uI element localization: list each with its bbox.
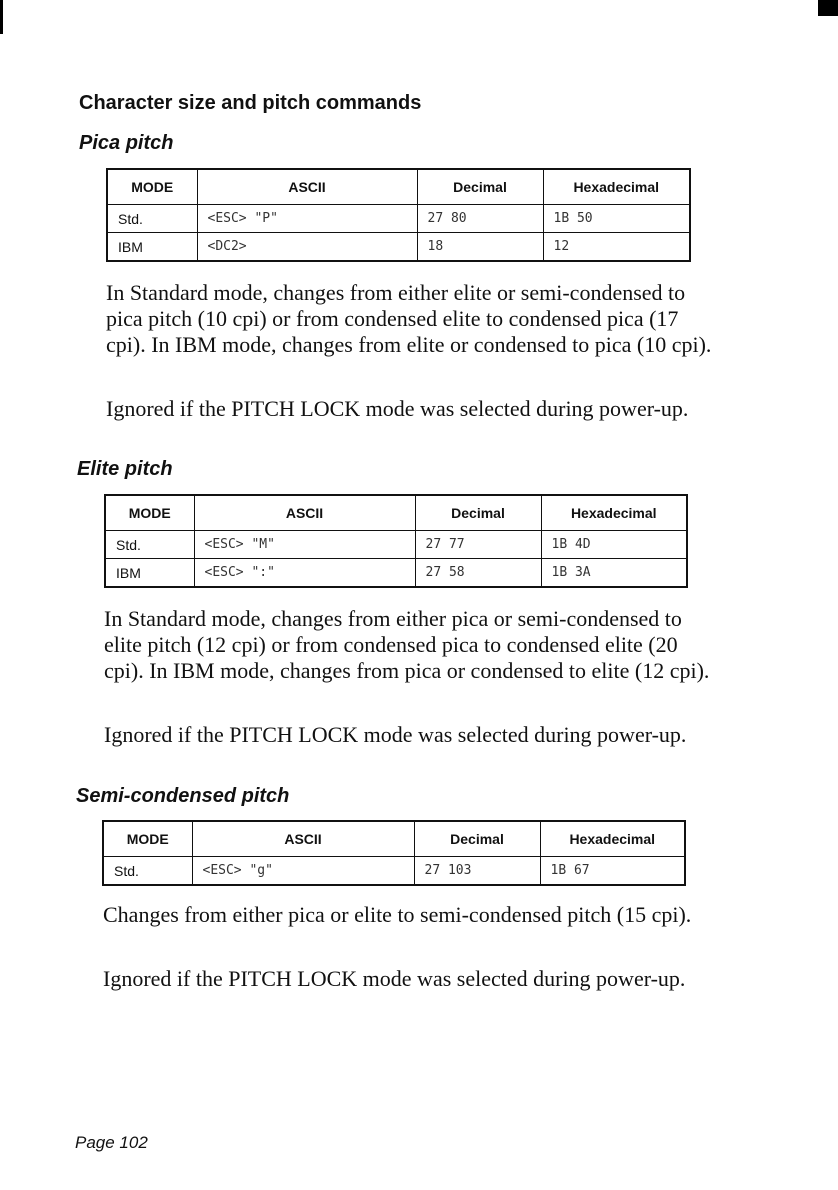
mode-cell: Std.	[105, 531, 194, 559]
ascii-cell: <DC2>	[197, 233, 417, 262]
ascii-cell: <ESC> "g"	[192, 857, 414, 886]
table-row	[105, 531, 687, 559]
hex-cell: 1B 50	[543, 205, 690, 233]
ascii-cell: <ESC> "M"	[194, 531, 415, 559]
table-row	[107, 205, 690, 233]
mode-cell: IBM	[107, 233, 197, 262]
decimal-cell: 27 58	[415, 559, 541, 588]
column-header-mode: MODE	[103, 821, 192, 857]
semi-condensed-description: Changes from either pica or elite to semi-condensed pitch (15 cpi).	[103, 902, 692, 927]
pica-pitch-lock-note: Ignored if the PITCH LOCK mode was selected during power-up.	[106, 396, 689, 421]
column-header-decimal: Decimal	[414, 821, 540, 857]
column-header-hex: Hexadecimal	[540, 821, 685, 857]
decimal-cell: 27 77	[415, 531, 541, 559]
scan-edge-mark-left	[0, 0, 3, 34]
elite-pitch-lock-note: Ignored if the PITCH LOCK mode was selected during power-up.	[104, 722, 687, 747]
column-header-hex: Hexadecimal	[541, 495, 687, 531]
column-header-mode: MODE	[107, 169, 197, 205]
mode-cell: IBM	[105, 559, 194, 588]
section-heading-semi-condensed: Semi-condensed pitch	[76, 785, 290, 807]
column-header-mode: MODE	[105, 495, 194, 531]
ascii-cell: <ESC> ":"	[194, 559, 415, 588]
pica-description: In Standard mode, changes from either elite or semi-condensed to pica pitch (10 cpi) or from condensed elite to condensed pica (17 cpi). In IBM mode, changes from elite or condensed to pica (10 cpi).	[106, 280, 712, 357]
decimal-cell: 27 80	[417, 205, 543, 233]
ascii-cell: <ESC> "P"	[197, 205, 417, 233]
table-row	[107, 233, 690, 262]
semi-condensed-pitch-table	[102, 820, 686, 886]
column-header-ascii: ASCII	[192, 821, 414, 857]
hex-cell: 1B 3A	[541, 559, 687, 588]
table-row	[103, 857, 685, 886]
mode-cell: Std.	[107, 205, 197, 233]
section-heading-elite: Elite pitch	[77, 458, 173, 480]
column-header-ascii: ASCII	[194, 495, 415, 531]
hex-cell: 1B 4D	[541, 531, 687, 559]
pica-pitch-table	[106, 168, 691, 262]
elite-description: In Standard mode, changes from either pica or semi-condensed to elite pitch (12 cpi) or from condensed pica to condensed elite (20 cpi). In IBM mode, changes from pica or condensed to elite (12 cpi).	[104, 606, 710, 683]
column-header-ascii: ASCII	[197, 169, 417, 205]
section-heading-pica: Pica pitch	[79, 132, 174, 154]
hex-cell: 1B 67	[540, 857, 685, 886]
hex-cell: 12	[543, 233, 690, 262]
column-header-decimal: Decimal	[415, 495, 541, 531]
semi-condensed-pitch-lock-note: Ignored if the PITCH LOCK mode was selected during power-up.	[103, 966, 686, 991]
page-number: Page 102	[75, 1133, 148, 1152]
page-title: Character size and pitch commands	[79, 92, 422, 114]
table-row	[105, 559, 687, 588]
column-header-hex: Hexadecimal	[543, 169, 690, 205]
decimal-cell: 18	[417, 233, 543, 262]
scan-edge-mark-right	[818, 0, 838, 16]
column-header-decimal: Decimal	[417, 169, 543, 205]
elite-pitch-table	[104, 494, 688, 588]
mode-cell: Std.	[103, 857, 192, 886]
decimal-cell: 27 103	[414, 857, 540, 886]
